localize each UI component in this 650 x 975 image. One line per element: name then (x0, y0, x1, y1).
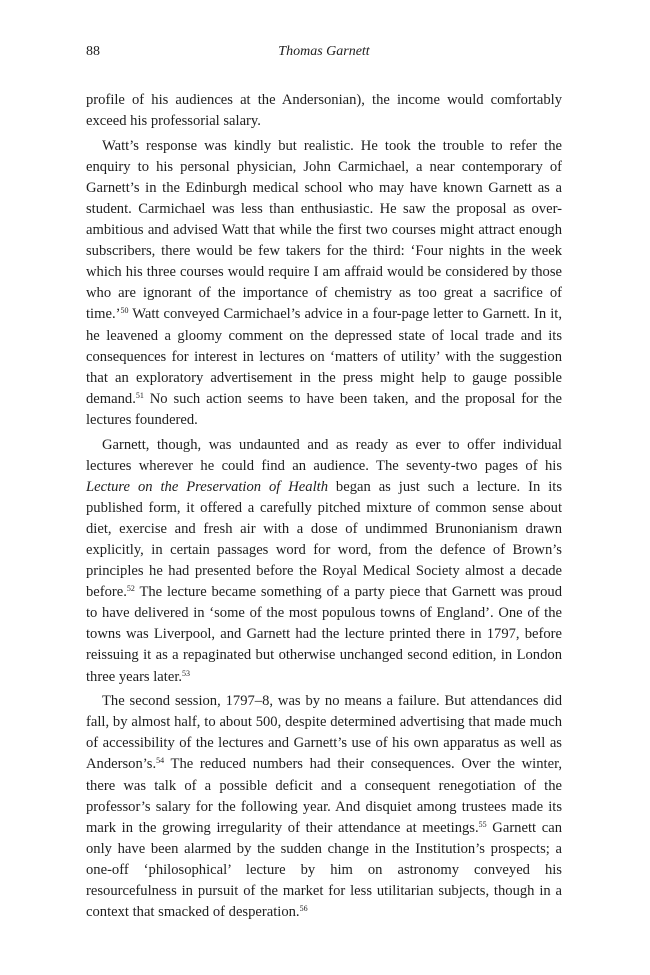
paragraph (86, 136, 562, 431)
text-run: Watt conveyed Carmichael’s advice in a four-page letter to Garnett. In it, he leavened a gloomy comment on the depressed state of local trade and its consequences for interest in lectures on ‘matters of utility’ with the suggestion that an exploratory advertisement in the press might help to gauge possible demand. (86, 306, 562, 407)
footnote-ref[interactable]: 55 (478, 819, 487, 829)
running-title: Thomas Garnett (278, 44, 370, 59)
paragraph (86, 691, 562, 923)
text-run: No such action seems to have been taken, and the proposal for the lectures foundered. (86, 390, 562, 428)
text-run: Garnett, though, was undaunted and as ready as ever to offer individual lectures wherever he could find an audience. The seventy-two pages of his (86, 436, 562, 474)
footnote-ref[interactable]: 50 (120, 306, 129, 316)
text-run: profile of his audiences at the Andersonian), the income would comfortably exceed his professorial salary. (86, 92, 562, 130)
footnote-ref[interactable]: 54 (156, 756, 165, 766)
text-run: began as just such a lecture. In its published form, it offered a carefully pitched mixture of common sense about diet, exercise and fresh air with a dose of undimmed Brunonianism drawn explicitly, in certain passages word for word, from the defence of Brown’s principles he had presented before the Royal Medical Society almost a decade before. (86, 478, 562, 601)
text-run: Garnett can only have been alarmed by the sudden change in the Institution’s prospects; a one-off ‘philosophical’ lecture by him on astronomy conveyed his resourcefulness in pursuit of the market for less utilitarian subjects, though in a context that smacked of desperation. (86, 819, 562, 921)
text-run: The second session, 1797–8, was by no means a failure. But attendances did fall, by almost half, to about 500, despite determined advertising that made much of accessibility of the lectures and Garnett’s use of his own apparatus as well as Anderson’s. (86, 693, 562, 773)
text-run: The reduced numbers had their consequences. Over the winter, there was talk of a possible deficit and a consequent renegotiation of the professor’s salary for the following year. And disquiet among trustees made its mark in the growing irregularity of their attendance at meetings. (86, 756, 562, 836)
text-run: The lecture became something of a party piece that Garnett was proud to have delivered in ‘some of the most populous towns of England’. One of the towns was Liverpool, and Garnett had the lecture printed there in 1797, before reissuing it as a repaginated but otherwise unchanged second edition, in London three years later. (86, 584, 562, 685)
paragraph (86, 435, 562, 688)
page-number: 88 (86, 44, 100, 59)
running-head (86, 44, 562, 64)
text-run: Watt’s response was kindly but realistic. He took the trouble to refer the enquiry to his personal physician, John Carmichael, a near contemporary of Garnett’s in the Edinburgh medical school who may have known Garnett as a student. Carmichael was less than enthusiastic. He saw the proposal as over-ambitious and advised Watt that while the first two courses might attract enough subscribers, there would be few takers for the third: ‘Four nights in the week which his three courses would require I am affraid would be considered by those who are ignorant of the importance of chemistry as too great a sacrifice of time.’ (86, 137, 562, 323)
paragraph-continued (86, 90, 562, 132)
footnote-ref[interactable]: 56 (299, 904, 308, 914)
footnote-ref[interactable]: 52 (126, 584, 135, 594)
footnote-ref[interactable]: 51 (135, 390, 144, 400)
footnote-ref[interactable]: 53 (182, 668, 191, 678)
body-text (86, 90, 562, 923)
book-title: Lecture on the Preservation of Health (86, 478, 328, 495)
